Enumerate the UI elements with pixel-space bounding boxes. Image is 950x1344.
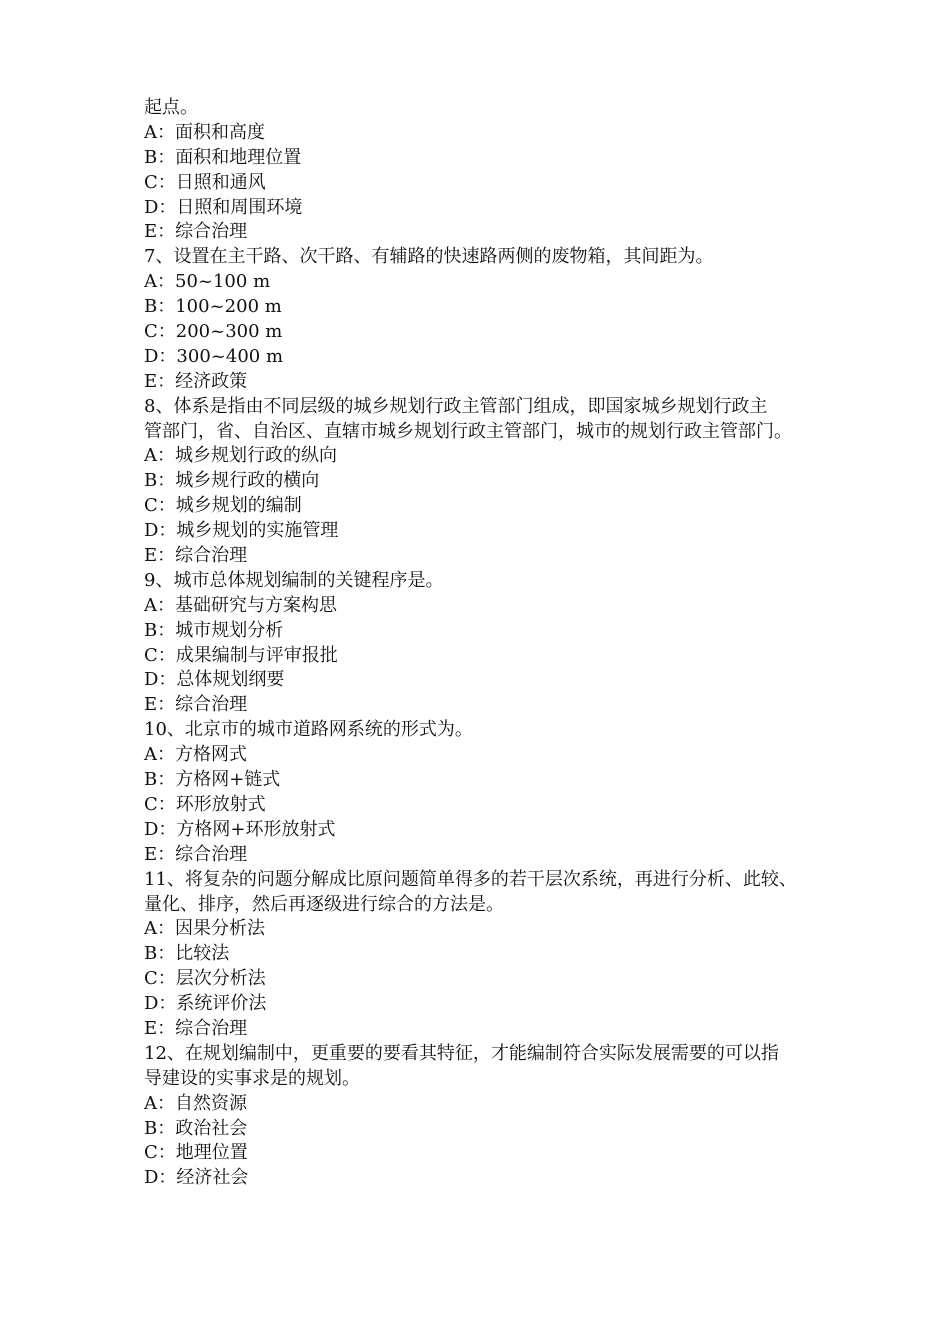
option-d: D：经济社会 bbox=[144, 1167, 249, 1189]
question-text: 11、将复杂的问题分解成比原问题简单得多的若干层次系统，再进行分析、此较、 bbox=[144, 868, 797, 890]
option-c: C：环形放射式 bbox=[144, 793, 266, 815]
option-d: D：总体规划纲要 bbox=[144, 669, 285, 691]
option-b: B：100~200 m bbox=[144, 296, 282, 318]
option-b: B：城乡规行政的横向 bbox=[144, 470, 320, 492]
option-c: C：200~300 m bbox=[144, 321, 283, 343]
question-text-tail: 起点。 bbox=[144, 97, 198, 118]
question-7 bbox=[144, 245, 824, 394]
option-e: E：综合治理 bbox=[144, 545, 248, 567]
question-6-fragment bbox=[144, 96, 824, 245]
option-a: A：方格网式 bbox=[144, 744, 247, 766]
option-e: E：综合治理 bbox=[144, 843, 248, 865]
question-text: 12、在规划编制中，更重要的要看其特征，才能编制符合实际发展需要的可以指 bbox=[144, 1042, 779, 1064]
document-page bbox=[144, 96, 824, 1191]
option-d: D：城乡规划的实施管理 bbox=[144, 520, 339, 542]
question-11 bbox=[144, 868, 824, 1042]
option-c: C：成果编制与评审报批 bbox=[144, 644, 338, 666]
option-b: B：城市规划分析 bbox=[144, 619, 284, 641]
option-b: B：方格网+链式 bbox=[144, 769, 281, 791]
question-text: 7、设置在主干路、次干路、有辅路的快速路两侧的废物箱，其间距为。 bbox=[144, 246, 714, 268]
option-d: D：系统评价法 bbox=[144, 993, 267, 1015]
option-d: D：300~400 m bbox=[144, 345, 284, 367]
question-10 bbox=[144, 718, 824, 867]
option-d: D：方格网+环形放射式 bbox=[144, 818, 336, 840]
option-e: E：综合治理 bbox=[144, 694, 248, 716]
option-b: B：面积和地理位置 bbox=[144, 146, 302, 168]
option-c: C：日照和通风 bbox=[144, 171, 266, 193]
question-12 bbox=[144, 1042, 824, 1191]
option-a: A：基础研究与方案构思 bbox=[144, 594, 337, 616]
question-text: 9、城市总体规划编制的关键程序是。 bbox=[144, 569, 444, 591]
question-9 bbox=[144, 569, 824, 718]
option-b: B：比较法 bbox=[144, 943, 230, 965]
question-text-continued: 量化、排序，然后再逐级进行综合的方法是。 bbox=[144, 893, 504, 915]
option-a: A：50~100 m bbox=[144, 271, 271, 293]
option-e: E：综合治理 bbox=[144, 221, 248, 243]
option-c: C：地理位置 bbox=[144, 1142, 248, 1164]
option-e: E：综合治理 bbox=[144, 1017, 248, 1039]
option-a: A：面积和高度 bbox=[144, 121, 265, 143]
option-a: A：因果分析法 bbox=[144, 918, 265, 940]
question-8 bbox=[144, 395, 824, 569]
question-text: 10、北京市的城市道路网系统的形式为。 bbox=[144, 719, 473, 741]
question-text: 8、体系是指由不同层级的城乡规划行政主管部门组成，即国家城乡规划行政主 bbox=[144, 395, 768, 417]
question-text-continued: 导建设的实事求是的规划。 bbox=[144, 1067, 360, 1089]
option-b: B：政治社会 bbox=[144, 1117, 248, 1139]
option-a: A：自然资源 bbox=[144, 1092, 247, 1114]
option-c: C：层次分析法 bbox=[144, 968, 266, 990]
option-c: C：城乡规划的编制 bbox=[144, 495, 302, 517]
option-d: D：日照和周围环境 bbox=[144, 196, 303, 218]
option-a: A：城乡规划行政的纵向 bbox=[144, 445, 337, 467]
question-text-continued: 管部门，省、自治区、直辖市城乡规划行政主管部门，城市的规划行政主管部门。 bbox=[144, 420, 792, 442]
option-e: E：经济政策 bbox=[144, 370, 248, 392]
